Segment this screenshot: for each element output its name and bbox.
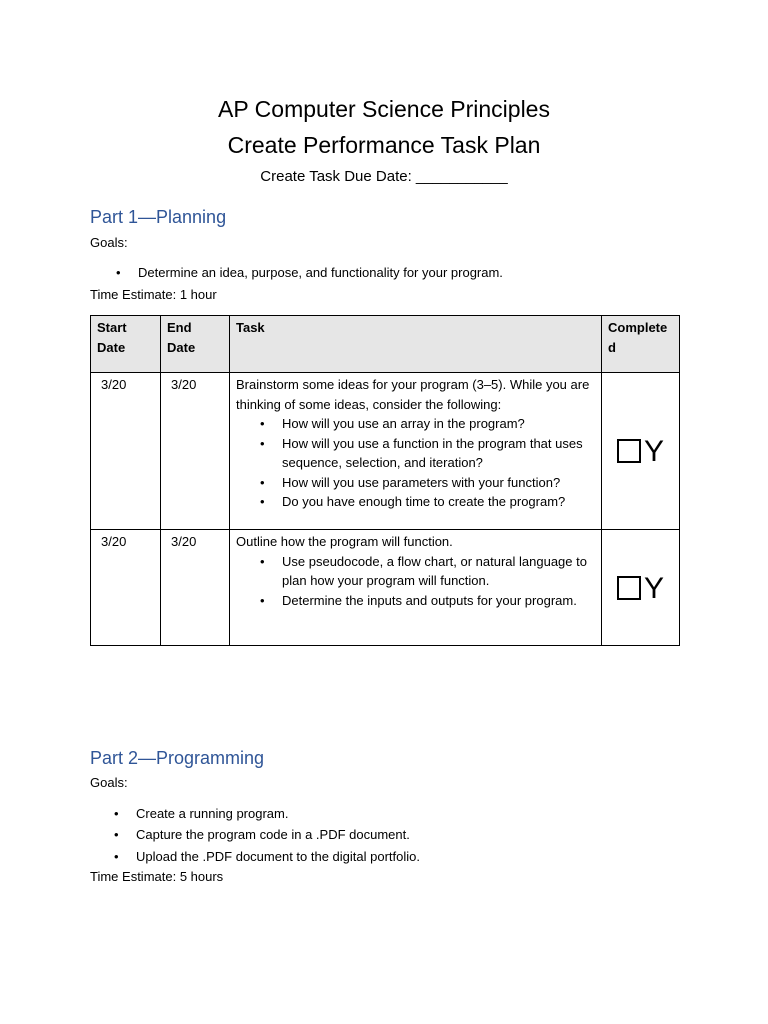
end-date-cell: 3/20 xyxy=(161,530,230,646)
task-cell xyxy=(230,530,602,646)
task-intro: Outline how the program will function. xyxy=(236,534,453,549)
completed-mark: Y xyxy=(643,435,664,468)
planning-table xyxy=(90,315,680,646)
document-title: AP Computer Science Principles xyxy=(218,96,550,122)
completed-mark: Y xyxy=(643,571,664,605)
due-date-label: Create Task Due Date: ___________ xyxy=(260,168,508,185)
start-date-cell: 3/20 xyxy=(91,530,161,646)
header-completed: Complete d xyxy=(602,316,680,373)
table-row xyxy=(91,373,680,530)
task-bullet: • How will you use a function in the program that uses sequence, selection, and iteration? xyxy=(282,434,595,473)
task-intro: Brainstorm some ideas for your program (3–5). While you are thinking of some ideas, consider the following: xyxy=(236,377,590,412)
part2-time-estimate: Time Estimate: 5 hours xyxy=(90,869,224,884)
part1-time-estimate: Time Estimate: 1 hour xyxy=(90,287,217,302)
completed-checkbox[interactable] xyxy=(617,439,641,463)
header-task: Task xyxy=(230,316,602,373)
part2-goal-item: • Capture the program code in a .PDF document. xyxy=(114,827,410,842)
part1-goal-item: • Determine an idea, purpose, and functionality for your program. xyxy=(116,265,503,280)
part1-heading: Part 1—Planning xyxy=(90,207,227,227)
document-subtitle: Create Performance Task Plan xyxy=(227,132,541,158)
part2-goals-label: Goals: xyxy=(90,775,128,790)
completed-cell[interactable] xyxy=(602,373,680,530)
task-bullet: • How will you use an array in the program? xyxy=(282,414,595,434)
task-bullet: • Do you have enough time to create the program? xyxy=(282,492,595,512)
start-date-cell: 3/20 xyxy=(91,373,161,530)
header-end-date: End Date xyxy=(161,316,230,373)
part2-heading: Part 2—Programming xyxy=(90,748,265,768)
task-bullet: • Use pseudocode, a flow chart, or natural language to plan how your program will function. xyxy=(282,552,595,591)
completed-checkbox[interactable] xyxy=(617,576,641,600)
task-cell xyxy=(230,373,602,530)
table-header-row xyxy=(91,316,680,373)
task-bullet: • Determine the inputs and outputs for your program. xyxy=(282,591,595,611)
completed-cell[interactable] xyxy=(602,530,680,646)
end-date-cell: 3/20 xyxy=(161,373,230,530)
part1-goals-label: Goals: xyxy=(90,235,128,250)
part2-goal-item: • Create a running program. xyxy=(114,806,289,821)
table-row xyxy=(91,530,680,646)
header-start-date: Start Date xyxy=(91,316,161,373)
task-bullet: • How will you use parameters with your function? xyxy=(282,473,595,493)
part2-goal-item: • Upload the .PDF document to the digital portfolio. xyxy=(114,849,420,864)
